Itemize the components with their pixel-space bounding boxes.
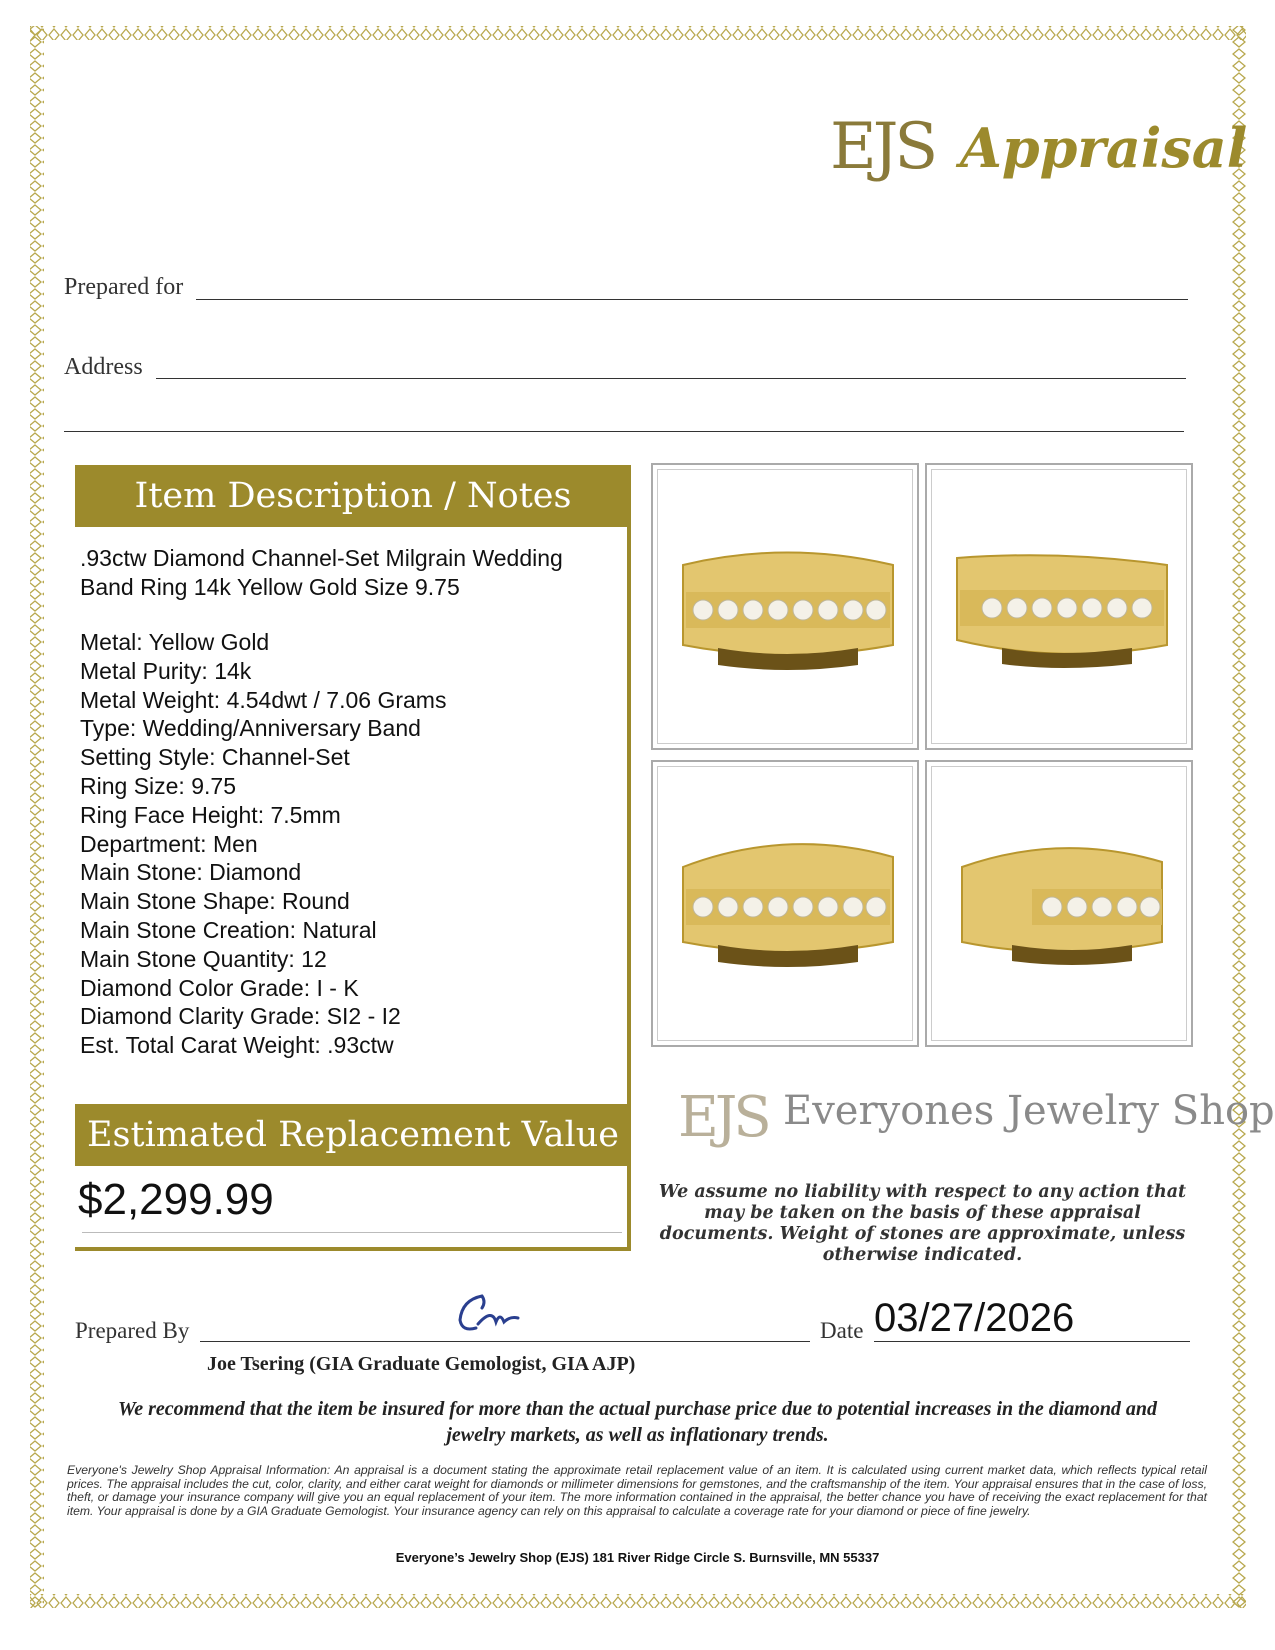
prepared-by-line[interactable] [200,1340,810,1342]
ring-image [658,767,916,1044]
spec-item: Diamond Clarity Grade: SI2 - I2 [80,1003,401,1030]
ring-photo-top [651,760,919,1047]
spec-item: Metal Purity: 14k [80,657,252,684]
ring-image [932,470,1190,747]
spec-item: Diamond Color Grade: I - K [80,974,359,1001]
shop-name: Everyones Jewelry Shop [783,1088,1275,1134]
address-line-1[interactable] [156,377,1186,379]
signature-mark [452,1288,532,1338]
spec-item: Department: Men [80,830,258,857]
spec-item: Ring Size: 9.75 [80,772,236,799]
spec-item: Metal Weight: 4.54dwt / 7.06 Grams [80,686,447,713]
spec-item: Main Stone Creation: Natural [80,916,377,943]
replacement-value-header: Estimated Replacement Value [75,1104,631,1166]
spec-item: Metal: Yellow Gold [80,629,270,655]
spec-list [80,628,620,1060]
ring-photo-front [651,463,919,750]
item-description-header: Item Description / Notes [75,465,631,527]
spec-item: Main Stone: Diamond [80,859,302,886]
header-brand [830,110,1248,220]
spec-item: Ring Face Height: 7.5mm [80,801,341,828]
prepared-for-line[interactable] [196,298,1188,300]
price-underline [82,1232,622,1233]
gemologist-name: Joe Tsering (GIA Graduate Gemologist, GIA AJP) [207,1353,636,1375]
prepared-for-label: Prepared for [64,274,184,300]
ring-photo-angle [925,463,1193,750]
ring-photo-side [925,760,1193,1047]
date-label: Date [820,1318,864,1343]
shop-logo: EJS [678,1085,768,1150]
spec-item: Main Stone Quantity: 12 [80,945,327,972]
insurance-recommendation: We recommend that the item be insured for more than the actual purchase price due to potential increases in the diamond and jewelry markets, as well as inflationary trends. [117,1398,1158,1446]
replacement-value: $2,299.99 [78,1175,274,1224]
spec-item: Est. Total Carat Weight: .93ctw [80,1032,394,1059]
address-line-2[interactable] [64,430,1184,432]
liability-notice: We assume no liability with respect to any action that may be taken on the basis of these appraisal documents. Weight of stones are approximate, unless otherwise indicated. [658,1182,1187,1265]
spec-item: Setting Style: Channel-Set [80,744,350,771]
ring-image [658,470,916,747]
address-label: Address [64,354,143,380]
footer-address: Everyone’s Jewelry Shop (EJS) 181 River Ridge Circle S. Burnsville, MN 55337 [395,1550,880,1565]
prepared-by-label: Prepared By [75,1318,190,1343]
item-title: .93ctw Diamond Channel-Set Milgrain Wedding Band Ring 14k Yellow Gold Size 9.75 [80,545,563,600]
page-title: Appraisal [960,116,1248,180]
spec-item: Main Stone Shape: Round [80,888,350,915]
date-value: 03/27/2026 [874,1296,1075,1340]
ring-image [932,767,1190,1044]
spec-item: Type: Wedding/Anniversary Band [80,715,421,742]
ejs-logo: EJS [830,110,935,184]
fineprint: Everyone's Jewelry Shop Appraisal Information: An appraisal is a document stating the approximate retail replacement value of an item. It is calculated using current market data, which reflects typical retail prices. The appraisal includes the cut, color, clarity, and either carat weight for diamonds or millimeter dimensions for gemstones, and the craftsmanship of the item. Your appraisal ensures that in the case of loss, theft, or damage your insurance company will give you an equal replacement of your item. The more information contained in the appraisal, the better chance you have of receiving the exact replacement for that item. Your appraisal is done by a GIA Graduate Gemologist. Your insurance agency can rely on this appraisal to calculate a coverage rate for your diamond or piece of fine jewelry. [67,1463,1207,1518]
